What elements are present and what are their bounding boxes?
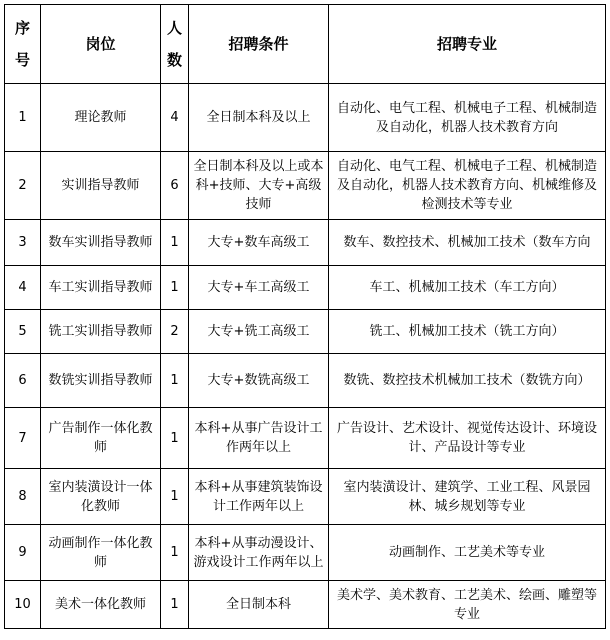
row-position: 广告制作一体化教师 (41, 408, 161, 469)
row-no: 2 (5, 152, 41, 220)
header-no (5, 5, 41, 84)
row-position: 动画制作一体化教师 (41, 525, 161, 581)
row-position: 理论教师 (41, 84, 161, 152)
row-count: 1 (161, 525, 189, 581)
row-conditions: 全日制本科 (189, 581, 329, 629)
row-major: 广告设计、艺术设计、视觉传达设计、环境设计、产品设计等专业 (329, 408, 606, 469)
row-no: 5 (5, 310, 41, 354)
table-row (5, 469, 606, 525)
row-no: 3 (5, 220, 41, 266)
row-count: 1 (161, 469, 189, 525)
row-conditions: 大专+数铣高级工 (189, 354, 329, 408)
row-major: 自动化、电气工程、机械电子工程、机械制造及自动化，机器人技术教育方向 (329, 84, 606, 152)
row-no: 7 (5, 408, 41, 469)
row-major: 车工、机械加工技术（车工方向） (329, 266, 606, 310)
header-no-line1: 序 (14, 19, 30, 37)
table-row (5, 152, 606, 220)
row-major: 动画制作、工艺美术等专业 (329, 525, 606, 581)
row-major: 铣工、机械加工技术（铣工方向） (329, 310, 606, 354)
table-row (5, 310, 606, 354)
header-conditions: 招聘条件 (189, 5, 329, 84)
table-row (5, 581, 606, 629)
header-major: 招聘专业 (329, 5, 606, 84)
row-count: 6 (161, 152, 189, 220)
row-conditions: 本科+从事建筑装饰设计工作两年以上 (189, 469, 329, 525)
row-position: 数车实训指导教师 (41, 220, 161, 266)
table-row (5, 408, 606, 469)
row-conditions: 全日制本科及以上 (189, 84, 329, 152)
row-count: 1 (161, 220, 189, 266)
row-count: 1 (161, 581, 189, 629)
row-position: 实训指导教师 (41, 152, 161, 220)
header-no-line2: 号 (14, 51, 30, 69)
table-row (5, 84, 606, 152)
row-no: 8 (5, 469, 41, 525)
row-count: 1 (161, 408, 189, 469)
header-position: 岗位 (41, 5, 161, 84)
row-count: 2 (161, 310, 189, 354)
row-position: 车工实训指导教师 (41, 266, 161, 310)
row-major: 数车、数控技术、机械加工技术（数车方向 (329, 220, 606, 266)
row-no: 10 (5, 581, 41, 629)
header-count-line2: 数 (166, 51, 182, 69)
row-no: 1 (5, 84, 41, 152)
row-count: 4 (161, 84, 189, 152)
row-no: 4 (5, 266, 41, 310)
recruitment-table (4, 4, 606, 629)
row-no: 9 (5, 525, 41, 581)
row-no: 6 (5, 354, 41, 408)
row-position: 数铣实训指导教师 (41, 354, 161, 408)
row-count: 1 (161, 266, 189, 310)
row-position: 室内装潢设计一体化教师 (41, 469, 161, 525)
row-position: 铣工实训指导教师 (41, 310, 161, 354)
row-conditions: 本科+从事动漫设计、游戏设计工作两年以上 (189, 525, 329, 581)
row-major: 自动化、电气工程、机械电子工程、机械制造及自动化，机器人技术教育方向、机械维修及检测技术等专业 (329, 152, 606, 220)
row-position: 美术一体化教师 (41, 581, 161, 629)
table-row (5, 354, 606, 408)
row-count: 1 (161, 354, 189, 408)
row-major: 室内装潢设计、建筑学、工业工程、风景园林、城乡规划等专业 (329, 469, 606, 525)
row-conditions: 本科+从事广告设计工作两年以上 (189, 408, 329, 469)
header-count (161, 5, 189, 84)
row-conditions: 大专+车工高级工 (189, 266, 329, 310)
row-conditions: 大专+数车高级工 (189, 220, 329, 266)
row-conditions: 全日制本科及以上或本科+技师、大专+高级技师 (189, 152, 329, 220)
table-row (5, 266, 606, 310)
header-count-line1: 人 (166, 19, 182, 37)
row-major: 美术学、美术教育、工艺美术、绘画、雕塑等专业 (329, 581, 606, 629)
row-major: 数铣、数控技术机械加工技术（数铣方向） (329, 354, 606, 408)
header-row (5, 5, 606, 84)
row-conditions: 大专+铣工高级工 (189, 310, 329, 354)
table-row (5, 525, 606, 581)
table-row (5, 220, 606, 266)
